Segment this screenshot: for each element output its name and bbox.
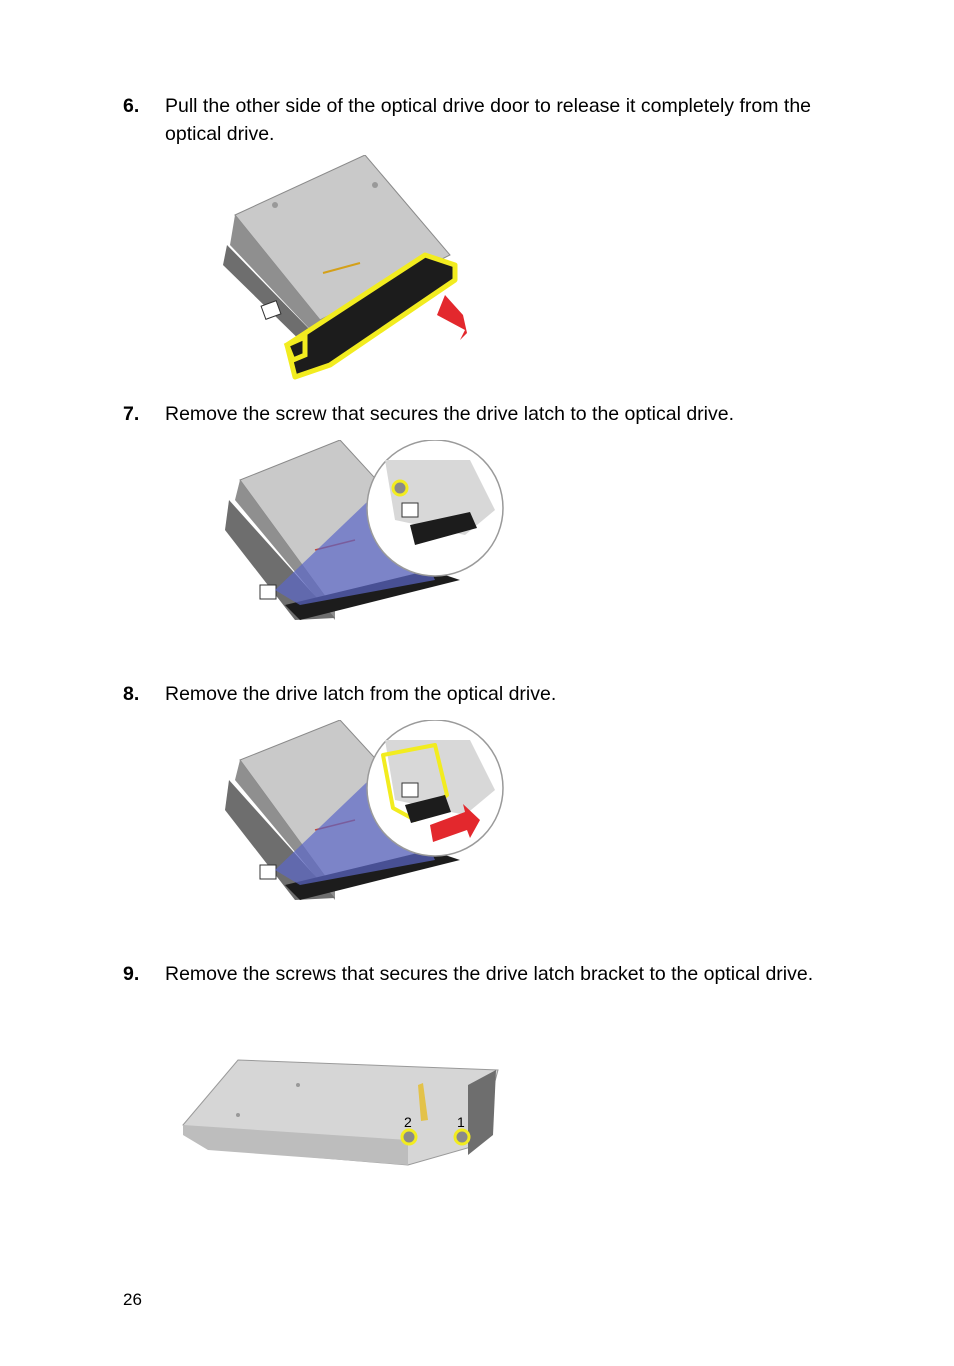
step-number: 9. (123, 963, 140, 985)
step-number: 8. (123, 683, 140, 705)
callout-label: 1 (457, 1114, 465, 1130)
step-number: 7. (123, 403, 140, 425)
step-text: Remove the drive latch from the optical drive. (165, 683, 557, 705)
arrow-icon (437, 295, 467, 340)
figure-latch-bracket-screws (178, 1055, 503, 1175)
screw-icon (455, 1130, 469, 1144)
figure-drive-latch-screw (215, 440, 515, 625)
figure-drive-latch-removal (215, 720, 515, 905)
step-text: Remove the screw that secures the drive latch to the optical drive. (165, 403, 735, 425)
callout-label: 2 (404, 1114, 412, 1130)
step-number: 6. (123, 95, 140, 117)
step-text: Pull the other side of the optical drive door to release it completely from the optical drive. (165, 95, 812, 145)
page-number: 26 (123, 1290, 142, 1309)
figure-optical-drive-door-removal (215, 155, 475, 385)
screw-icon (402, 1130, 416, 1144)
step-text: Remove the screws that secures the drive latch bracket to the optical drive. (165, 963, 814, 985)
